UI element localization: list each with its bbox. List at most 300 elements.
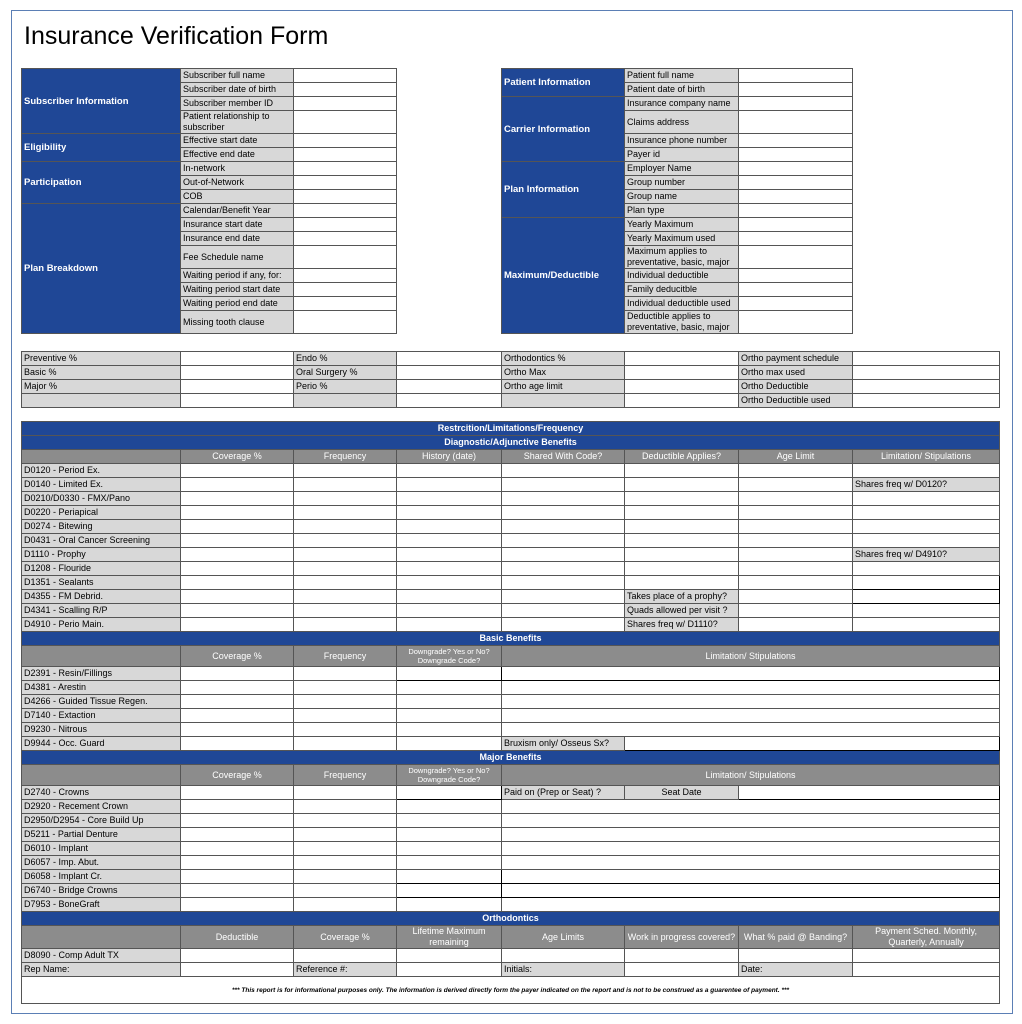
input-cell[interactable] — [853, 576, 1000, 590]
input-cell[interactable] — [397, 464, 502, 478]
field-input[interactable] — [294, 246, 397, 269]
input-cell[interactable] — [853, 618, 1000, 632]
input-cell[interactable] — [294, 590, 397, 604]
date-label: Date: — [739, 963, 853, 977]
input-cell[interactable] — [739, 576, 853, 590]
field-label: Group name — [625, 190, 739, 204]
input-cell[interactable] — [625, 464, 739, 478]
column-header: Limitation/ Stipulations — [853, 450, 1000, 464]
input-cell[interactable] — [397, 737, 502, 751]
field-input[interactable] — [294, 297, 397, 311]
procedure-code: D1110 - Prophy — [22, 548, 181, 562]
form-row — [22, 134, 397, 148]
input-cell[interactable] — [181, 800, 294, 814]
input-cell[interactable] — [181, 590, 294, 604]
percent-label: Preventive % — [22, 352, 181, 366]
percent-label[interactable] — [22, 394, 181, 408]
field-input[interactable] — [294, 111, 397, 134]
procedure-code: D7953 - BoneGraft — [22, 898, 181, 912]
input-cell[interactable] — [294, 681, 397, 695]
percent-input[interactable] — [853, 394, 1000, 408]
input-cell[interactable] — [502, 723, 1000, 737]
table-row — [22, 618, 1000, 632]
field-input[interactable] — [294, 162, 397, 176]
percent-label[interactable] — [502, 394, 625, 408]
input-cell[interactable] — [294, 856, 397, 870]
input-cell[interactable] — [294, 814, 397, 828]
input-cell[interactable] — [181, 723, 294, 737]
input-cell[interactable] — [739, 478, 853, 492]
input-cell[interactable] — [739, 506, 853, 520]
input-cell[interactable] — [739, 949, 853, 963]
field-input[interactable] — [739, 297, 853, 311]
percent-input[interactable] — [397, 394, 502, 408]
field-input[interactable] — [294, 311, 397, 334]
table-row — [22, 898, 1000, 912]
initials-input[interactable] — [625, 963, 739, 977]
table-row — [22, 478, 1000, 492]
field-input[interactable] — [739, 311, 853, 334]
input-cell[interactable] — [397, 709, 502, 723]
column-header[interactable] — [22, 926, 181, 949]
form-row — [502, 69, 853, 83]
table-row — [22, 786, 1000, 800]
input-cell[interactable] — [294, 562, 397, 576]
input-cell[interactable] — [294, 898, 397, 912]
field-label: Fee Schedule name — [181, 246, 294, 269]
field-input[interactable] — [294, 97, 397, 111]
input-cell[interactable] — [294, 576, 397, 590]
input-cell[interactable] — [502, 681, 1000, 695]
input-cell[interactable] — [294, 492, 397, 506]
table-row — [22, 856, 1000, 870]
column-header: History (date) — [397, 450, 502, 464]
table-row — [22, 800, 1000, 814]
input-cell[interactable] — [853, 506, 1000, 520]
field-label: Subscriber date of birth — [181, 83, 294, 97]
input-cell[interactable] — [502, 842, 1000, 856]
table-row — [22, 450, 1000, 464]
percent-label: Perio % — [294, 380, 397, 394]
table-row — [22, 534, 1000, 548]
column-header: Frequency — [294, 646, 397, 667]
percent-label: Ortho age limit — [502, 380, 625, 394]
input-cell[interactable] — [294, 478, 397, 492]
group-header: Carrier Information — [502, 97, 625, 162]
input-cell[interactable] — [502, 534, 625, 548]
input-cell[interactable] — [502, 576, 625, 590]
field-input[interactable] — [739, 83, 853, 97]
input-cell[interactable] — [397, 590, 502, 604]
column-header: Frequency — [294, 765, 397, 786]
table-row — [22, 632, 1000, 646]
input-cell[interactable] — [853, 534, 1000, 548]
input-cell[interactable] — [625, 478, 739, 492]
procedure-code: D9230 - Nitrous — [22, 723, 181, 737]
input-cell[interactable] — [853, 590, 1000, 604]
field-label: Effective end date — [181, 148, 294, 162]
form-row — [502, 97, 853, 111]
input-cell[interactable] — [502, 604, 625, 618]
input-cell[interactable] — [294, 870, 397, 884]
group-header: Patient Information — [502, 69, 625, 97]
reference-input[interactable] — [397, 963, 502, 977]
field-input[interactable] — [739, 269, 853, 283]
input-cell[interactable] — [181, 856, 294, 870]
input-cell[interactable] — [181, 576, 294, 590]
input-cell[interactable] — [181, 949, 294, 963]
input-cell[interactable] — [397, 618, 502, 632]
percent-label: Basic % — [22, 366, 181, 380]
input-cell[interactable] — [397, 842, 502, 856]
form-row — [502, 162, 853, 176]
field-input[interactable] — [739, 283, 853, 297]
group-header: Maximum/Deductible — [502, 218, 625, 334]
input-cell[interactable] — [294, 520, 397, 534]
input-cell[interactable] — [397, 576, 502, 590]
percent-input[interactable] — [625, 394, 739, 408]
percent-label: Ortho max used — [739, 366, 853, 380]
input-cell[interactable] — [294, 695, 397, 709]
input-cell[interactable] — [397, 884, 502, 898]
form-row — [502, 218, 853, 232]
input-cell[interactable] — [181, 534, 294, 548]
percent-input[interactable] — [181, 394, 294, 408]
column-header: Work in progress covered? — [625, 926, 739, 949]
input-cell[interactable] — [294, 842, 397, 856]
input-cell[interactable] — [294, 534, 397, 548]
input-cell[interactable] — [294, 618, 397, 632]
procedure-code: D4266 - Guided Tissue Regen. — [22, 695, 181, 709]
input-cell[interactable] — [739, 604, 853, 618]
input-cell[interactable] — [853, 492, 1000, 506]
field-input[interactable] — [294, 269, 397, 283]
column-header: Shared With Code? — [502, 450, 625, 464]
field-input[interactable] — [294, 232, 397, 246]
input-cell[interactable] — [502, 548, 625, 562]
procedure-code: D1351 - Sealants — [22, 576, 181, 590]
input-cell[interactable] — [181, 562, 294, 576]
input-cell[interactable] — [625, 520, 739, 534]
input-cell[interactable] — [397, 492, 502, 506]
table-row — [22, 963, 1000, 977]
input-cell[interactable] — [625, 737, 1000, 751]
note-label: Shares freq w/ D0120? — [853, 478, 1000, 492]
table-row — [22, 842, 1000, 856]
field-input[interactable] — [739, 204, 853, 218]
field-label: Waiting period if any, for: — [181, 269, 294, 283]
percent-row — [22, 366, 1000, 380]
field-input[interactable] — [294, 69, 397, 83]
procedure-code: D4355 - FM Debrid. — [22, 590, 181, 604]
procedure-code: D1208 - Flouride — [22, 562, 181, 576]
percent-input[interactable] — [181, 366, 294, 380]
field-input[interactable] — [294, 176, 397, 190]
note-label: Shares freq w/ D1110? — [625, 618, 739, 632]
percent-label[interactable] — [294, 394, 397, 408]
percent-input[interactable] — [397, 366, 502, 380]
input-cell[interactable] — [181, 695, 294, 709]
input-cell[interactable] — [502, 506, 625, 520]
input-cell[interactable] — [181, 506, 294, 520]
procedure-code: D4910 - Perio Main. — [22, 618, 181, 632]
field-label: Patient full name — [625, 69, 739, 83]
input-cell[interactable] — [502, 464, 625, 478]
field-input[interactable] — [294, 218, 397, 232]
procedure-code: D6058 - Implant Cr. — [22, 870, 181, 884]
field-label: Individual deductible — [625, 269, 739, 283]
column-header: Coverage % — [181, 646, 294, 667]
group-header: Participation — [22, 162, 181, 204]
column-header[interactable] — [22, 646, 181, 667]
input-cell[interactable] — [181, 884, 294, 898]
input-cell[interactable] — [397, 949, 502, 963]
input-cell[interactable] — [397, 681, 502, 695]
field-input[interactable] — [294, 134, 397, 148]
input-cell[interactable] — [739, 590, 853, 604]
input-cell[interactable] — [625, 562, 739, 576]
input-cell[interactable] — [502, 590, 625, 604]
input-cell[interactable] — [294, 667, 397, 681]
input-cell[interactable] — [397, 478, 502, 492]
field-input[interactable] — [294, 283, 397, 297]
input-cell[interactable] — [739, 548, 853, 562]
note-label: Shares freq w/ D4910? — [853, 548, 1000, 562]
input-cell[interactable] — [502, 884, 1000, 898]
group-header: Plan Breakdown — [22, 204, 181, 334]
input-cell[interactable] — [181, 604, 294, 618]
input-cell[interactable] — [502, 949, 625, 963]
input-cell[interactable] — [739, 562, 853, 576]
procedure-code: D9944 - Occ. Guard — [22, 737, 181, 751]
input-cell[interactable] — [181, 898, 294, 912]
group-header: Subscriber Information — [22, 69, 181, 134]
field-input[interactable] — [739, 69, 853, 83]
table-row — [22, 912, 1000, 926]
field-input[interactable] — [739, 218, 853, 232]
input-cell[interactable] — [397, 506, 502, 520]
input-cell[interactable] — [181, 786, 294, 800]
input-cell[interactable] — [502, 520, 625, 534]
input-cell[interactable] — [294, 800, 397, 814]
input-cell[interactable] — [397, 534, 502, 548]
input-cell[interactable] — [181, 709, 294, 723]
input-cell[interactable] — [625, 576, 739, 590]
input-cell[interactable] — [294, 828, 397, 842]
column-header: Payment Sched. Monthly, Quarterly, Annually — [853, 926, 1000, 949]
input-cell[interactable] — [397, 548, 502, 562]
input-cell[interactable] — [181, 618, 294, 632]
field-input[interactable] — [294, 190, 397, 204]
input-cell[interactable] — [294, 464, 397, 478]
percent-input[interactable] — [853, 352, 1000, 366]
input-cell[interactable] — [397, 723, 502, 737]
input-cell[interactable] — [294, 548, 397, 562]
input-cell[interactable] — [294, 723, 397, 737]
table-row — [22, 884, 1000, 898]
table-row — [22, 949, 1000, 963]
table-row — [22, 520, 1000, 534]
input-cell[interactable] — [181, 548, 294, 562]
input-cell[interactable] — [853, 604, 1000, 618]
procedure-code: D5211 - Partial Denture — [22, 828, 181, 842]
input-cell[interactable] — [502, 618, 625, 632]
input-cell[interactable] — [294, 949, 397, 963]
input-cell[interactable] — [181, 814, 294, 828]
field-input[interactable] — [739, 162, 853, 176]
input-cell[interactable] — [739, 520, 853, 534]
input-cell[interactable] — [181, 870, 294, 884]
field-input[interactable] — [739, 148, 853, 162]
rep-name-input[interactable] — [181, 963, 294, 977]
input-cell[interactable] — [397, 786, 502, 800]
field-label: Yearly Maximum used — [625, 232, 739, 246]
procedure-code: D0274 - Bitewing — [22, 520, 181, 534]
table-row — [22, 681, 1000, 695]
reference-label: Reference #: — [294, 963, 397, 977]
column-header[interactable] — [22, 450, 181, 464]
input-cell[interactable] — [625, 949, 739, 963]
input-cell[interactable] — [397, 562, 502, 576]
input-cell[interactable] — [397, 800, 502, 814]
field-label: Out-of-Network — [181, 176, 294, 190]
input-cell[interactable] — [397, 814, 502, 828]
table-row — [22, 667, 1000, 681]
percent-input[interactable] — [853, 366, 1000, 380]
input-cell[interactable] — [853, 464, 1000, 478]
percent-label: Ortho Deductible used — [739, 394, 853, 408]
field-input[interactable] — [294, 148, 397, 162]
field-label: Plan type — [625, 204, 739, 218]
input-cell[interactable] — [853, 520, 1000, 534]
percent-input[interactable] — [853, 380, 1000, 394]
input-cell[interactable] — [502, 478, 625, 492]
percent-input[interactable] — [181, 380, 294, 394]
input-cell[interactable] — [181, 520, 294, 534]
input-cell[interactable] — [181, 667, 294, 681]
input-cell[interactable] — [181, 842, 294, 856]
field-input[interactable] — [739, 176, 853, 190]
input-cell[interactable] — [502, 667, 1000, 681]
input-cell[interactable] — [397, 604, 502, 618]
input-cell[interactable] — [853, 949, 1000, 963]
input-cell[interactable] — [294, 737, 397, 751]
table-row — [22, 590, 1000, 604]
field-input[interactable] — [739, 190, 853, 204]
input-cell[interactable] — [397, 870, 502, 884]
input-cell[interactable] — [502, 492, 625, 506]
input-cell[interactable] — [502, 800, 1000, 814]
percent-input[interactable] — [625, 366, 739, 380]
field-label: Payer id — [625, 148, 739, 162]
input-cell[interactable] — [625, 534, 739, 548]
table-row — [22, 723, 1000, 737]
field-label: Subscriber full name — [181, 69, 294, 83]
percent-label: Orthodontics % — [502, 352, 625, 366]
input-cell[interactable] — [502, 562, 625, 576]
field-input[interactable] — [294, 83, 397, 97]
date-input[interactable] — [853, 963, 1000, 977]
field-label: Employer Name — [625, 162, 739, 176]
patient-table — [501, 68, 853, 334]
input-cell[interactable] — [502, 814, 1000, 828]
field-input[interactable] — [294, 204, 397, 218]
input-cell[interactable] — [397, 520, 502, 534]
percent-input[interactable] — [181, 352, 294, 366]
section-title: Basic Benefits — [22, 632, 1000, 646]
input-cell[interactable] — [294, 884, 397, 898]
input-cell[interactable] — [625, 492, 739, 506]
input-cell[interactable] — [502, 695, 1000, 709]
input-cell[interactable] — [502, 709, 1000, 723]
input-cell[interactable] — [739, 492, 853, 506]
input-cell[interactable] — [853, 562, 1000, 576]
group-header: Plan Information — [502, 162, 625, 218]
input-cell[interactable] — [502, 870, 1000, 884]
input-cell[interactable] — [181, 464, 294, 478]
input-cell[interactable] — [625, 506, 739, 520]
note-label: Seat Date — [625, 786, 739, 800]
input-cell[interactable] — [739, 618, 853, 632]
field-label: Group number — [625, 176, 739, 190]
procedure-code: D2950/D2954 - Core Build Up — [22, 814, 181, 828]
column-header: Age Limit — [739, 450, 853, 464]
field-input[interactable] — [739, 134, 853, 148]
percent-input[interactable] — [625, 352, 739, 366]
input-cell[interactable] — [397, 667, 502, 681]
procedure-code: D0120 - Period Ex. — [22, 464, 181, 478]
input-cell[interactable] — [181, 681, 294, 695]
field-input[interactable] — [739, 97, 853, 111]
input-cell[interactable] — [502, 828, 1000, 842]
column-header: Coverage % — [181, 450, 294, 464]
input-cell[interactable] — [294, 786, 397, 800]
input-cell[interactable] — [397, 695, 502, 709]
input-cell[interactable] — [294, 604, 397, 618]
input-cell[interactable] — [397, 856, 502, 870]
table-row — [22, 765, 1000, 786]
input-cell[interactable] — [502, 856, 1000, 870]
input-cell[interactable] — [181, 737, 294, 751]
input-cell[interactable] — [397, 898, 502, 912]
input-cell[interactable] — [739, 464, 853, 478]
input-cell[interactable] — [294, 506, 397, 520]
field-input[interactable] — [739, 111, 853, 134]
input-cell[interactable] — [397, 828, 502, 842]
column-header[interactable] — [22, 765, 181, 786]
input-cell[interactable] — [739, 786, 1000, 800]
input-cell[interactable] — [181, 492, 294, 506]
field-label: Maximum applies to preventative, basic, major — [625, 246, 739, 269]
input-cell[interactable] — [294, 709, 397, 723]
field-label: Insurance end date — [181, 232, 294, 246]
field-input[interactable] — [739, 246, 853, 269]
percent-row — [22, 380, 1000, 394]
input-cell[interactable] — [739, 534, 853, 548]
percent-input[interactable] — [625, 380, 739, 394]
input-cell[interactable] — [625, 548, 739, 562]
input-cell[interactable] — [502, 898, 1000, 912]
form-row — [22, 204, 397, 218]
field-label: Insurance phone number — [625, 134, 739, 148]
percent-input[interactable] — [397, 352, 502, 366]
input-cell[interactable] — [181, 478, 294, 492]
percent-grid — [21, 351, 1000, 408]
field-label: Waiting period end date — [181, 297, 294, 311]
input-cell[interactable] — [181, 828, 294, 842]
percent-input[interactable] — [397, 380, 502, 394]
field-input[interactable] — [739, 232, 853, 246]
